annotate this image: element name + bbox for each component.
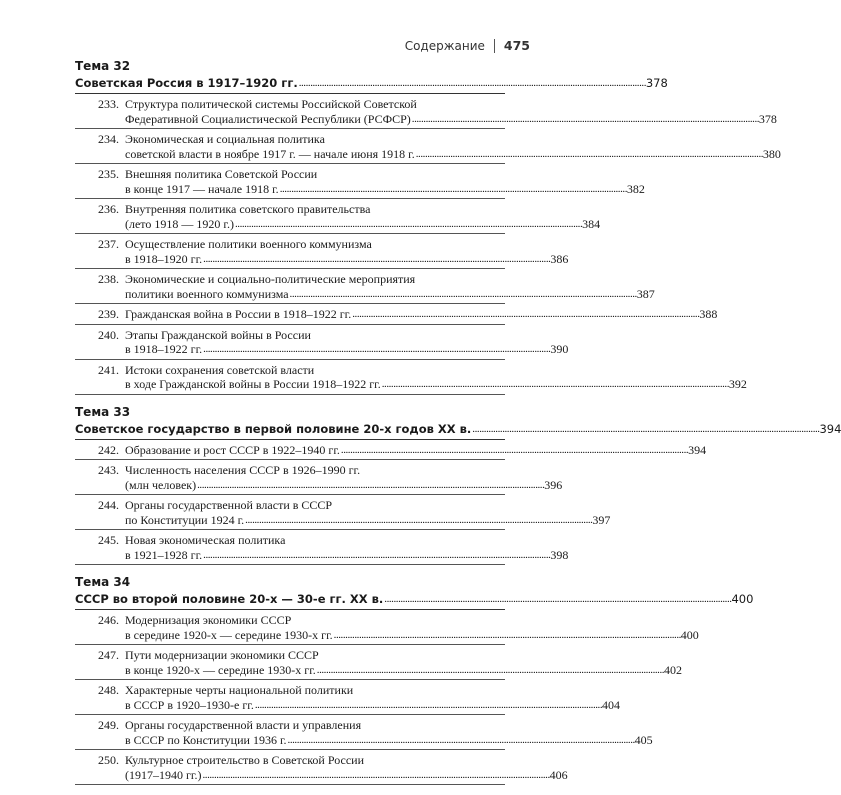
entry-text: Внешняя политика Советской России — [125, 167, 318, 181]
entry-number: 249. — [98, 718, 119, 732]
entry-text: Структура политической системы Российской Советской — [125, 97, 417, 111]
entry-line — [125, 167, 645, 182]
toc-entry[interactable] — [75, 199, 601, 234]
entry-line — [125, 328, 568, 343]
entry-line — [125, 112, 777, 127]
entry-line — [125, 613, 699, 628]
leader-dots — [235, 217, 581, 232]
entry-line — [125, 513, 610, 528]
entry-text: Характерные черты национальной политики — [125, 683, 354, 697]
entry-number: 243. — [98, 463, 119, 477]
toc-entry[interactable] — [75, 645, 682, 680]
entry-text: по Конституции 1924 г. — [125, 512, 245, 527]
entry-line — [125, 753, 568, 768]
entry-text: Внутренняя политика советского правительства — [125, 202, 371, 216]
entry-page-number: 378 — [758, 111, 777, 126]
entry-text: в конце 1917 — начале 1918 г. — [125, 181, 279, 196]
entry-text: в СССР в 1920–1930-е гг. — [125, 697, 254, 712]
entry-page-number: 390 — [550, 342, 569, 356]
leader-dots — [203, 252, 549, 267]
entry-line — [125, 768, 568, 783]
entry-page-number: 398 — [550, 547, 569, 562]
entry-line — [125, 363, 747, 378]
entry-line — [125, 628, 699, 643]
topic-title: Советская Россия в 1917–1920 гг. — [75, 76, 298, 90]
entry-line — [125, 287, 655, 302]
leader-dots — [416, 147, 762, 162]
leader-dots — [255, 698, 601, 713]
toc-entry[interactable] — [75, 680, 620, 715]
toc-entry[interactable] — [75, 325, 569, 360]
entry-line — [125, 663, 682, 678]
running-header — [405, 38, 530, 53]
toc-entry[interactable] — [75, 495, 611, 530]
entry-text: (лето 1918 — 1920 г.) — [125, 216, 234, 231]
entry-text: в ходе Гражданской войны в России 1918–1922 гг. — [125, 377, 381, 391]
entry-page-number: 384 — [582, 216, 601, 231]
entry-text: Экономическая и социальная политика — [125, 132, 325, 146]
entry-text: Этапы Гражданской войны в России — [125, 327, 311, 342]
leader-dots — [412, 112, 758, 127]
entry-page-number: 392 — [728, 377, 747, 391]
entry-page-number: 396 — [544, 477, 563, 492]
entry-number: 233. — [98, 97, 119, 111]
entry-number: 244. — [98, 498, 119, 512]
entry-line — [125, 718, 653, 733]
entry-line — [125, 132, 781, 147]
leader-dots — [299, 76, 645, 91]
entry-text: в 1921–1928 гг. — [125, 547, 203, 562]
table-of-contents — [75, 59, 841, 795]
entry-line — [125, 202, 600, 217]
entry-text: в 1918–1920 гг. — [125, 251, 203, 266]
entry-text: (1917–1940 гг.) — [125, 767, 202, 782]
entry-line — [125, 698, 620, 713]
entry-line — [125, 377, 747, 392]
entry-text: Органы государственной власти и управления — [125, 718, 362, 732]
entry-line — [125, 648, 682, 663]
topic-page-number: 394 — [819, 421, 841, 436]
entry-number: 246. — [98, 613, 119, 627]
leader-dots — [203, 342, 549, 357]
entry-number: 241. — [98, 362, 119, 377]
entry-number: 242. — [98, 442, 119, 457]
leader-dots — [341, 443, 687, 458]
entry-line — [125, 443, 706, 458]
topic-block — [75, 404, 841, 566]
entry-number: 238. — [98, 272, 119, 286]
entry-text: Осуществление политики военного коммунизма — [125, 237, 372, 251]
entry-number: 239. — [98, 307, 119, 321]
topic-page-number: 400 — [731, 592, 754, 606]
entry-number: 245. — [98, 533, 119, 547]
topic-title: СССР во второй половине 20-х — 30-е гг. XX в. — [75, 592, 384, 606]
toc-entry[interactable] — [75, 94, 777, 129]
leader-dots — [352, 307, 698, 322]
entry-number: 237. — [98, 237, 119, 251]
entry-page-number: 406 — [549, 767, 568, 782]
entry-text: в СССР по Конституции 1936 г. — [125, 732, 287, 747]
entry-line — [125, 147, 781, 162]
entry-number: 247. — [98, 648, 119, 662]
entry-page-number: 400 — [680, 627, 699, 642]
entry-number: 234. — [98, 132, 119, 146]
leader-dots — [334, 628, 680, 643]
entry-line — [125, 533, 568, 548]
topic-block — [75, 575, 754, 785]
page-number: 475 — [503, 38, 530, 53]
entry-page-number: 397 — [592, 512, 611, 527]
header-divider — [494, 39, 495, 53]
entry-text: Численность населения СССР в 1926–1990 гг. — [125, 463, 361, 477]
leader-dots — [245, 513, 591, 528]
entry-number: 240. — [98, 327, 119, 342]
entry-text: (млн человек) — [125, 477, 197, 492]
leader-dots — [290, 287, 636, 302]
entry-line — [125, 217, 600, 232]
entry-page-number: 394 — [688, 442, 707, 457]
topic-block — [75, 59, 781, 395]
topic-title-row[interactable] — [75, 421, 841, 440]
entry-line — [125, 548, 568, 563]
toc-entry[interactable] — [75, 440, 707, 461]
entry-number: 248. — [98, 683, 119, 697]
entry-text: Пути модернизации экономики СССР — [125, 648, 319, 662]
entry-line — [125, 237, 568, 252]
entry-line — [125, 463, 562, 478]
entry-text: Образование и рост СССР в 1922–1940 гг. — [125, 442, 340, 457]
toc-entry[interactable] — [75, 234, 569, 269]
entry-text: Новая экономическая политика — [125, 533, 286, 547]
topic-page-number: 378 — [645, 76, 668, 90]
topic-label: Тема 33 — [75, 404, 131, 419]
toc-entry[interactable] — [75, 715, 653, 750]
entry-page-number: 405 — [634, 732, 653, 747]
toc-entry[interactable] — [75, 530, 569, 565]
entry-page-number: 382 — [626, 181, 645, 196]
entry-line — [125, 342, 568, 357]
entry-text: Федеративной Социалистической Республики (РСФСР) — [125, 111, 411, 126]
leader-dots — [384, 592, 730, 607]
leader-dots — [472, 422, 818, 437]
toc-entry[interactable] — [75, 164, 645, 199]
entry-text: Гражданская война в России в 1918–1922 гг. — [125, 307, 352, 321]
leader-dots — [280, 182, 626, 197]
entry-text: Культурное строительство в Советской России — [125, 753, 365, 767]
topic-label: Тема 34 — [75, 575, 131, 589]
entry-line — [125, 97, 777, 112]
entry-text: Экономические и социально-политические мероприятия — [125, 272, 416, 286]
leader-dots — [382, 377, 728, 392]
entry-text: в конце 1920-х — середине 1930-х гг. — [125, 662, 316, 677]
entry-number: 236. — [98, 202, 119, 216]
toc-entry[interactable] — [75, 750, 568, 785]
topic-title: Советское государство в первой половине 20-х годов XX в. — [75, 421, 472, 436]
entry-number: 235. — [98, 167, 119, 181]
toc-entry[interactable] — [75, 304, 718, 325]
entry-page-number: 388 — [699, 307, 718, 321]
entry-page-number: 402 — [663, 662, 682, 677]
entry-line — [125, 307, 717, 322]
entry-text: советской власти в ноябре 1917 г. — начале июня 1918 г. — [125, 146, 415, 161]
entry-text: Органы государственной власти в СССР — [125, 498, 333, 512]
leader-dots — [288, 733, 634, 748]
entry-page-number: 404 — [602, 697, 620, 712]
entry-line — [125, 683, 620, 698]
entry-text: Модернизация экономики СССР — [125, 613, 292, 627]
entry-line — [125, 733, 653, 748]
entry-number: 250. — [98, 753, 119, 767]
leader-dots — [203, 548, 549, 563]
toc-entry[interactable] — [75, 610, 699, 645]
toc-entry[interactable] — [75, 129, 781, 164]
leader-dots — [197, 478, 543, 493]
entry-line — [125, 182, 645, 197]
entry-line — [125, 272, 655, 287]
toc-entry[interactable] — [75, 360, 747, 395]
toc-entry[interactable] — [75, 460, 563, 495]
entry-line — [125, 252, 568, 267]
entry-line — [125, 498, 610, 513]
entry-text: Истоки сохранения советской власти — [125, 362, 315, 377]
entry-page-number: 380 — [762, 146, 781, 161]
entry-page-number: 387 — [636, 286, 655, 301]
toc-entry[interactable] — [75, 269, 655, 304]
entry-line — [125, 478, 562, 493]
topic-title-row[interactable] — [75, 592, 754, 610]
entry-text: в 1918–1922 гг. — [125, 342, 203, 356]
entry-text: в середине 1920-х — середине 1930-х гг. — [125, 627, 333, 642]
section-title: Содержание — [404, 38, 485, 53]
leader-dots — [317, 663, 663, 678]
entry-text: политики военного коммунизма — [125, 286, 289, 301]
topic-label: Тема 32 — [75, 59, 131, 73]
topic-title-row[interactable] — [75, 76, 668, 94]
leader-dots — [202, 768, 548, 783]
entry-page-number: 386 — [550, 251, 569, 266]
